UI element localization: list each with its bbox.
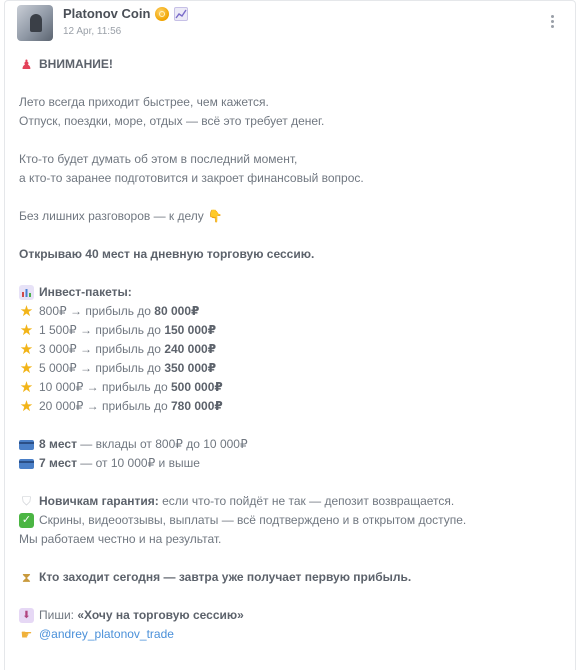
package-amount: 1 500₽: [39, 323, 77, 337]
package-row: [19, 359, 559, 378]
point-down-icon: 👇: [207, 209, 223, 223]
package-amount: 3 000₽: [39, 342, 77, 356]
guarantee-row: [19, 492, 559, 511]
alert-line: [19, 55, 559, 74]
hourglass-icon: ⧗: [21, 570, 32, 585]
chart-up-icon: [174, 7, 188, 21]
package-amount: 20 000₽: [39, 399, 84, 413]
contact-link[interactable]: @andrey_platonov_trade: [39, 627, 174, 641]
credit-card-icon: [19, 459, 34, 469]
package-row: [19, 397, 559, 416]
package-profit: 240 000₽: [164, 342, 217, 356]
package-row: [19, 321, 559, 340]
text-line: а кто-то заранее подготовится и закроет финансовый вопрос.: [19, 171, 364, 185]
package-profit: 80 000₽: [154, 304, 200, 318]
package-amount: 5 000₽: [39, 361, 77, 375]
package-text: → прибыль до: [83, 380, 171, 394]
text-line: Отпуск, поездки, море, отдых — всё это требует денег.: [19, 114, 325, 128]
check-icon: ✓: [19, 513, 34, 528]
today-text: Кто заходит сегодня — завтра уже получает первую прибыль.: [39, 570, 412, 584]
coin-icon: [155, 7, 169, 21]
package-text: → прибыль до: [76, 361, 165, 375]
contact-row: [19, 625, 559, 644]
slots-row: [19, 454, 559, 473]
package-text: → прибыль до: [76, 342, 165, 356]
inbox-icon: ⬇: [19, 608, 34, 623]
slots-count: 7 мест: [39, 456, 77, 470]
write-row: [19, 606, 559, 625]
guarantee-text: если что-то пойдёт не так — депозит возвращается.: [158, 494, 455, 508]
star-icon: ★: [19, 360, 34, 377]
package-profit: 780 000₽: [170, 399, 223, 413]
package-text: → прибыль до: [66, 304, 155, 318]
slots-row: [19, 435, 559, 454]
post-date: 12 Apr, 11:56: [63, 26, 122, 37]
package-row: [19, 302, 559, 321]
packages-list: [19, 302, 559, 416]
honest-text: Мы работаем честно и на результат.: [19, 532, 222, 546]
package-amount: 10 000₽: [39, 380, 84, 394]
open-places-text: Открываю 40 мест на дневную торговую сессию.: [19, 247, 315, 261]
credit-card-icon: [19, 440, 34, 450]
slots-text: — вклады от 800₽ до 10 000₽: [76, 437, 248, 451]
text-line: Кто-то будет думать об этом в последний момент,: [19, 152, 298, 166]
intro-text: Без лишних разговоров — к делу: [19, 209, 204, 223]
packages-title: Инвест-пакеты:: [39, 285, 132, 299]
proof-row: [19, 511, 559, 530]
write-phrase: «Хочу на торговую сессию»: [77, 608, 244, 622]
package-text: → прибыль до: [76, 323, 165, 337]
package-row: [19, 340, 559, 359]
post-header: [17, 5, 557, 41]
package-text: → прибыль до: [83, 399, 171, 413]
packages-heading: [19, 283, 559, 302]
star-icon: ★: [19, 398, 34, 415]
bar-chart-icon: [19, 285, 34, 300]
alert-icon: ♟: [20, 57, 33, 72]
text-line: [19, 207, 559, 226]
package-profit: 150 000₽: [164, 323, 217, 337]
alert-title: ВНИМАНИЕ!: [39, 57, 113, 71]
star-icon: ★: [19, 341, 34, 358]
shield-icon: ⛉: [21, 494, 31, 508]
proof-text: Скрины, видеоотзывы, выплаты — всё подтверждено и в открытом доступе.: [39, 513, 467, 527]
guarantee-title: Новичкам гарантия:: [39, 494, 159, 508]
text-line: Лето всегда приходит быстрее, чем кажется.: [19, 95, 269, 109]
star-icon: ★: [19, 322, 34, 339]
post-body: [19, 55, 559, 644]
pointing-hand-icon: ☛: [20, 627, 33, 642]
channel-name-row[interactable]: [63, 6, 188, 21]
more-options-icon[interactable]: [551, 15, 555, 29]
star-icon: ★: [19, 379, 34, 396]
package-profit: 500 000₽: [170, 380, 223, 394]
star-icon: ★: [19, 303, 34, 320]
package-row: [19, 378, 559, 397]
slots-count: 8 мест: [39, 437, 77, 451]
package-amount: 800₽: [39, 304, 67, 318]
channel-name[interactable]: Platonov Coin: [63, 6, 151, 21]
write-prefix: Пиши:: [39, 608, 78, 622]
package-profit: 350 000₽: [164, 361, 217, 375]
slots-text: — от 10 000₽ и выше: [76, 456, 200, 470]
channel-avatar[interactable]: [17, 5, 53, 41]
today-row: [19, 568, 559, 587]
post-card: [4, 0, 576, 670]
